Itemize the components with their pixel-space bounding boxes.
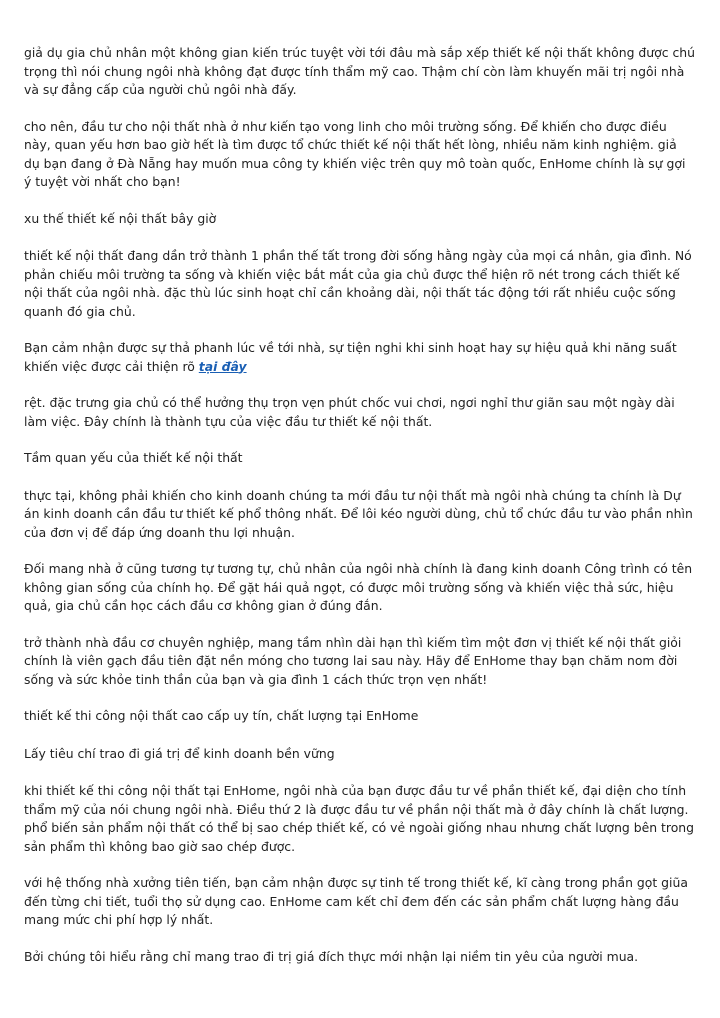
paragraph-result: rệt. đặc trưng gia chủ có thể hưởng thụ trọn vẹn phút chốc vui chơi, ngơi nghỉ thư giãn sau một ngày dài làm việc. Đây chính là thành tựu của việc đầu tư thiết kế nội thất. bbox=[24, 395, 675, 429]
paragraph-intro: giả dụ gia chủ nhân một không gian kiến trúc tuyệt vời tới đâu mà sắp xếp thiết kế nội thất không được chú trọng thì nói chung ngôi nhà không đạt được tính thẩm mỹ cao. Thậm chí còn làm khuyến mãi trị ngôi nhà và sự đẳng cấp của người chủ ngôi nhà đấy. bbox=[24, 45, 695, 97]
paragraph-homeowner: Đối mang nhà ở cũng tương tự tương tự, chủ nhân của ngôi nhà chính là đang kinh doanh Công trình có tên không gian sống của chính họ. Để gặt hái quả ngọt, có được môi trường sống và khiến việc thả sức, hiệu quả, gia chủ cần học cách đầu cơ không gian ở đúng đắn. bbox=[24, 561, 693, 613]
heading-importance: Tầm quan yếu của thiết kế nội thất bbox=[24, 450, 243, 465]
paragraph-trust: Bởi chúng tôi hiểu rằng chỉ mang trao đi trị giá đích thực mới nhận lại niềm tin yêu của người mua. bbox=[24, 948, 639, 964]
paragraph-investment: cho nên, đầu tư cho nội thất nhà ở như kiến tạo vong linh cho môi trường sống. Để khiến cho được điều này, quan yếu hơn bao giờ hết là tìm được tổ chức thiết kế nội thất hết lòng, nhiều năm kinh nghiệm. giả dụ bạn đang ở Đà Nẵng hay muốn mua công ty khiến việc trên quy mô toàn quốc, EnHome chính là sự gợi ý tuyệt vời nhất cho bạn! bbox=[24, 118, 686, 189]
heading-value: Lấy tiêu chí trao đi giá trị để kinh doanh bền vững bbox=[24, 745, 335, 761]
paragraph-factory: với hệ thống nhà xưởng tiên tiến, bạn cảm nhận được sự tinh tế trong thiết kế, kĩ càng trong phần gọt giũa đến từng chi tiết, tuổi thọ sử dụng cao. EnHome cam kết chỉ đem đến các sản phẩm chất lượng hàng đầu mang mức chi phí hợp lý nhất. bbox=[24, 875, 688, 927]
heading-enhome: thiết kế thi công nội thất cao cấp uy tín, chất lượng tại EnHome bbox=[24, 708, 419, 723]
paragraph-reality: thực tại, không phải khiến cho kinh doanh chúng ta mới đầu tư nội thất mà ngôi nhà chúng ta chính là Dự án kinh doanh cần đầu tư thiết kế phổ thông nhất. Để lôi kéo người dùng, chủ tổ chức đầu tư vào phần nhìn của đơn vị để đáp ứng doanh thu lợi nhuận. bbox=[24, 487, 693, 540]
paragraph-trend: thiết kế nội thất đang dần trở thành 1 phần thế tất trong đời sống hằng ngày của mọi cá nhân, gia đình. Nó phản chiếu môi trường ta sống và khiến việc bắt mắt của gia chủ được thể hiện rõ nét trong cách thiết kế nội thất của ngôi nhà. đặc thù lúc sinh hoạt chỉ cần khoảng dài, nội thất tác động tới rất nhiều cuộc sống quanh đó gia chủ. bbox=[24, 248, 692, 319]
paragraph-comfort-text: Bạn cảm nhận được sự thả phanh lúc về tới nhà, sự tiện nghi khi sinh hoạt hay sự hiệu quả khi năng suất khiến việc được cải thiện rõ bbox=[24, 340, 677, 374]
paragraph-investor: trở thành nhà đầu cơ chuyên nghiệp, mang tầm nhìn dài hạn thì kiếm tìm một đơn vị thiết kế nội thất giỏi chính là viên gạch đầu tiên đặt nền móng cho tương lai sau này. Hãy để EnHome thay bạn chăm nom đời sống và sức khỏe tinh thần của bạn và gia đình 1 cách thức trọn vẹn nhất! bbox=[24, 634, 682, 687]
heading-trend: xu thế thiết kế nội thất bây giờ bbox=[24, 210, 217, 226]
here-link[interactable]: tại đây bbox=[198, 358, 247, 374]
paragraph-comfort bbox=[24, 339, 696, 376]
paragraph-quality: khi thiết kế thi công nội thất tại EnHome, ngôi nhà của bạn được đầu tư về phần thiết kế, đại diện cho tính thẩm mỹ của nói chung ngôi nhà. Điều thứ 2 là được đầu tư về phần nội thất mà ở đây chính là chất lượng. phổ biến sản phẩm nội thất có thể bị sao chép thiết kế, có vẻ ngoài giống nhau nhưng chất lượng bên trong sản phẩm thì không bao giờ sao chép được. bbox=[24, 783, 694, 854]
